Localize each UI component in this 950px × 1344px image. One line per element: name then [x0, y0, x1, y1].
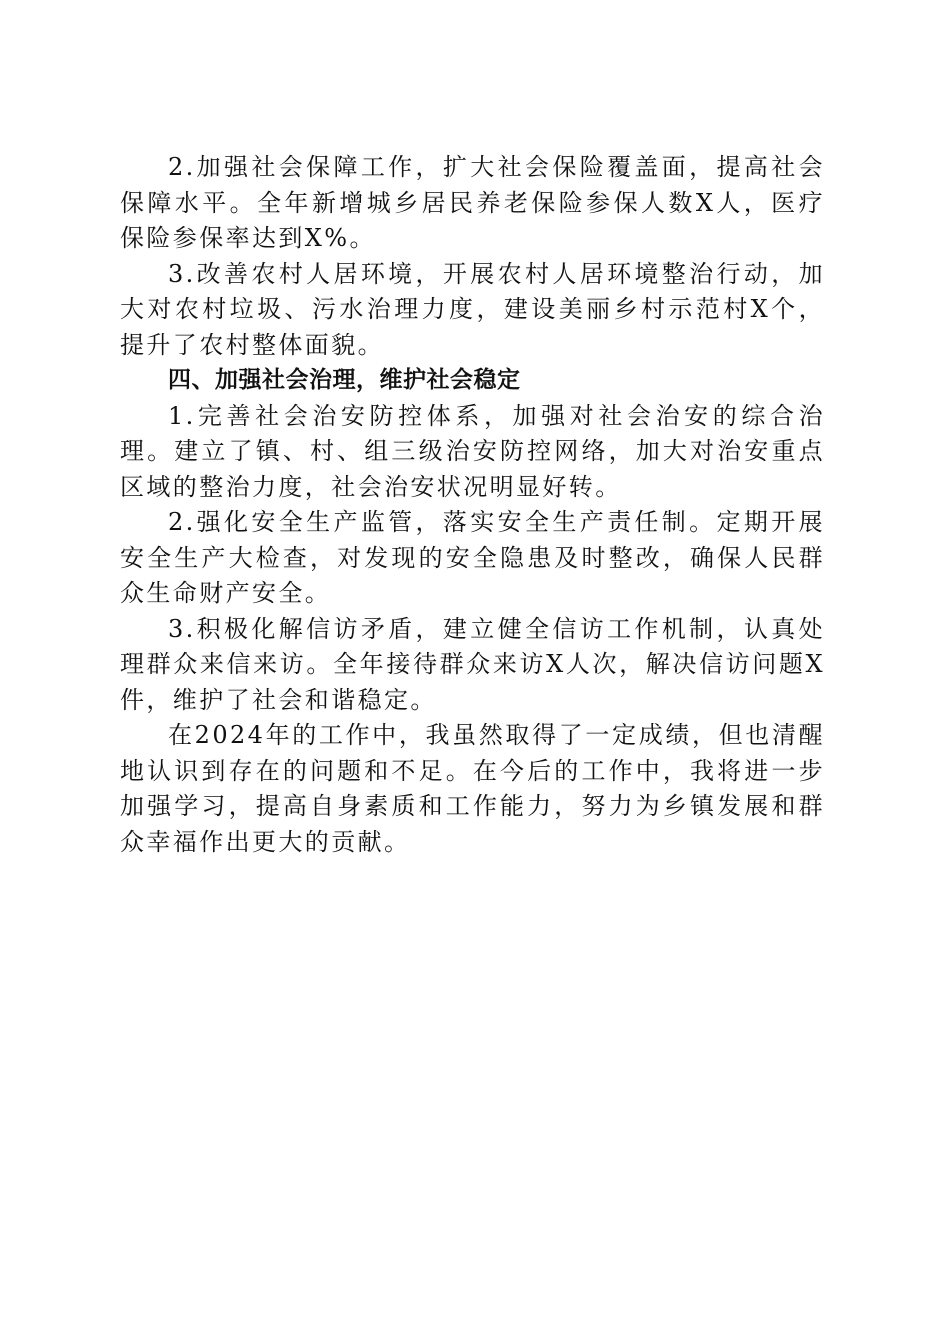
paragraph-social-security: 2.加强社会保障工作，扩大社会保险覆盖面，提高社会保障水平。全年新增城乡居民养老保险参保人数X人，医疗保险参保率达到X%。: [120, 153, 825, 252]
paragraph-petitions: 3.积极化解信访矛盾，建立健全信访工作机制，认真处理群众来信来访。全年接待群众来访X人次，解决信访问题X件，维护了社会和谐稳定。: [120, 614, 825, 714]
paragraph-public-security: 1.完善社会治安防控体系，加强对社会治安的综合治理。建立了镇、村、组三级治安防控网络，加大对治安重点区域的整治力度，社会治安状况明显好转。: [120, 401, 825, 501]
paragraph-rural-environment: 3.改善农村人居环境，开展农村人居环境整治行动，加大对农村垃圾、污水治理力度，建设美丽乡村示范村X个，提升了农村整体面貌。: [120, 259, 825, 359]
paragraph-production-safety: 2.强化安全生产监管，落实安全生产责任制。定期开展安全生产大检查，对发现的安全隐患及时整改，确保人民群众生命财产安全。: [120, 508, 825, 607]
document-body: [120, 150, 825, 860]
paragraph-closing: 在2024年的工作中，我虽然取得了一定成绩，但也清醒地认识到存在的问题和不足。在今后的工作中，我将进一步加强学习，提高自身素质和工作能力，努力为乡镇发展和群众幸福作出更大的贡献。: [120, 721, 825, 856]
section-heading-social-governance: 四、加强社会治理，维护社会稳定: [168, 367, 521, 393]
